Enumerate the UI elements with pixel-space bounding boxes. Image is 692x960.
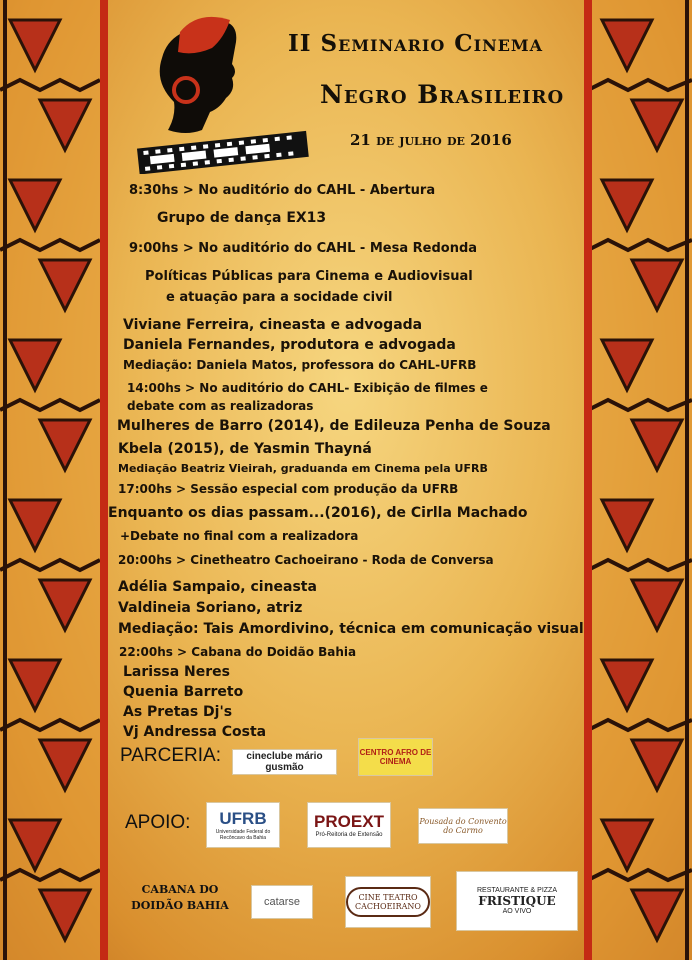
left-red-line bbox=[100, 0, 108, 960]
event-title-line-2: Negro Brasileiro bbox=[320, 80, 565, 109]
right-tribal-border bbox=[588, 0, 692, 960]
fristique-logo-top: RESTAURANTE & PIZZA bbox=[477, 887, 557, 894]
program-line: Viviane Ferreira, cineasta e advogada bbox=[123, 317, 423, 333]
fristique-logo-name: FRISTIQUE bbox=[478, 894, 556, 908]
centro-afro-logo bbox=[358, 738, 433, 776]
fristique-logo bbox=[456, 871, 578, 931]
event-date: 21 de julho de 2016 bbox=[350, 131, 512, 149]
parceria-label: PARCERIA: bbox=[120, 745, 222, 766]
proext-logo bbox=[307, 802, 391, 848]
centro-afro-logo-text: CENTRO AFRO DE CINEMA bbox=[359, 748, 432, 766]
program-line: Quenia Barreto bbox=[123, 684, 244, 700]
program-line: Adélia Sampaio, cineasta bbox=[118, 579, 317, 595]
program-line: Mediação: Daniela Matos, professora do CAHL-UFRB bbox=[123, 358, 477, 372]
ufrb-logo bbox=[206, 802, 280, 848]
program-line: Daniela Fernandes, produtora e advogada bbox=[123, 337, 456, 353]
cine-teatro-logo-text: CINE TEATRO CACHOEIRANO bbox=[346, 887, 430, 917]
pousada-logo-text: Pousada do Convento do Carmo bbox=[419, 817, 507, 835]
program-line: debate com as realizadoras bbox=[127, 399, 314, 413]
program-line: +Debate no final com a realizadora bbox=[120, 529, 359, 543]
program-line: Mediação: Tais Amordivino, técnica em comunicação visual bbox=[118, 621, 584, 637]
pousada-logo bbox=[418, 808, 508, 844]
program-line: e atuação para a socidade civil bbox=[166, 290, 393, 305]
fristique-logo-sub: AO VIVO bbox=[502, 908, 532, 915]
cineclube-logo-text: cineclube mário gusmão bbox=[246, 751, 323, 773]
program-line: Kbela (2015), de Yasmin Thayná bbox=[118, 441, 372, 457]
program-line: As Pretas Dj's bbox=[123, 704, 233, 720]
program-line: 20:00hs > Cinetheatro Cachoeirano - Roda de Conversa bbox=[118, 553, 494, 567]
program-line: Grupo de dança EX13 bbox=[157, 210, 327, 226]
event-title-line-1: II Seminario Cinema bbox=[288, 30, 544, 57]
proext-logo-name: PROEXT bbox=[314, 812, 384, 831]
program-line: Larissa Neres bbox=[123, 664, 231, 680]
program-line: Vj Andressa Costa bbox=[123, 724, 267, 740]
program-line: Valdineia Soriano, atriz bbox=[118, 600, 303, 616]
ufrb-logo-name: UFRB bbox=[219, 809, 267, 828]
program-line: 8:30hs > No auditório do CAHL - Abertura bbox=[129, 183, 436, 198]
cabana-logo-text: CABANA DO DOIDÃO BAHIA bbox=[131, 883, 229, 912]
program-line: Políticas Públicas para Cinema e Audiovisual bbox=[145, 269, 473, 284]
ufrb-logo-subtitle: Universidade Federal do Recôncavo da Bahia bbox=[215, 829, 271, 841]
program-line: 22:00hs > Cabana do Doidão Bahia bbox=[119, 645, 357, 659]
cineclube-logo bbox=[232, 749, 337, 775]
left-tribal-border bbox=[0, 0, 104, 960]
program-line: 9:00hs > No auditório do CAHL - Mesa Redonda bbox=[129, 241, 478, 256]
program-line: 14:00hs > No auditório do CAHL- Exibição de filmes e bbox=[127, 381, 488, 395]
proext-logo-subtitle: Pró-Reitoria de Extensão bbox=[315, 832, 383, 838]
program-line: Mediação Beatriz Vieirah, graduanda em Cinema pela UFRB bbox=[118, 462, 488, 475]
program-line: 17:00hs > Sessão especial com produção da UFRB bbox=[118, 482, 459, 496]
woman-silhouette-film-icon bbox=[128, 12, 313, 174]
catarse-logo bbox=[251, 885, 313, 919]
cine-teatro-logo bbox=[345, 876, 431, 928]
apoio-label: APOIO: bbox=[125, 812, 191, 833]
catarse-logo-text: catarse bbox=[263, 896, 301, 908]
program-line: Mulheres de Barro (2014), de Edileuza Penha de Souza bbox=[117, 418, 551, 434]
program-line: Enquanto os dias passam...(2016), de Cirlla Machado bbox=[108, 505, 528, 521]
right-red-line bbox=[584, 0, 592, 960]
